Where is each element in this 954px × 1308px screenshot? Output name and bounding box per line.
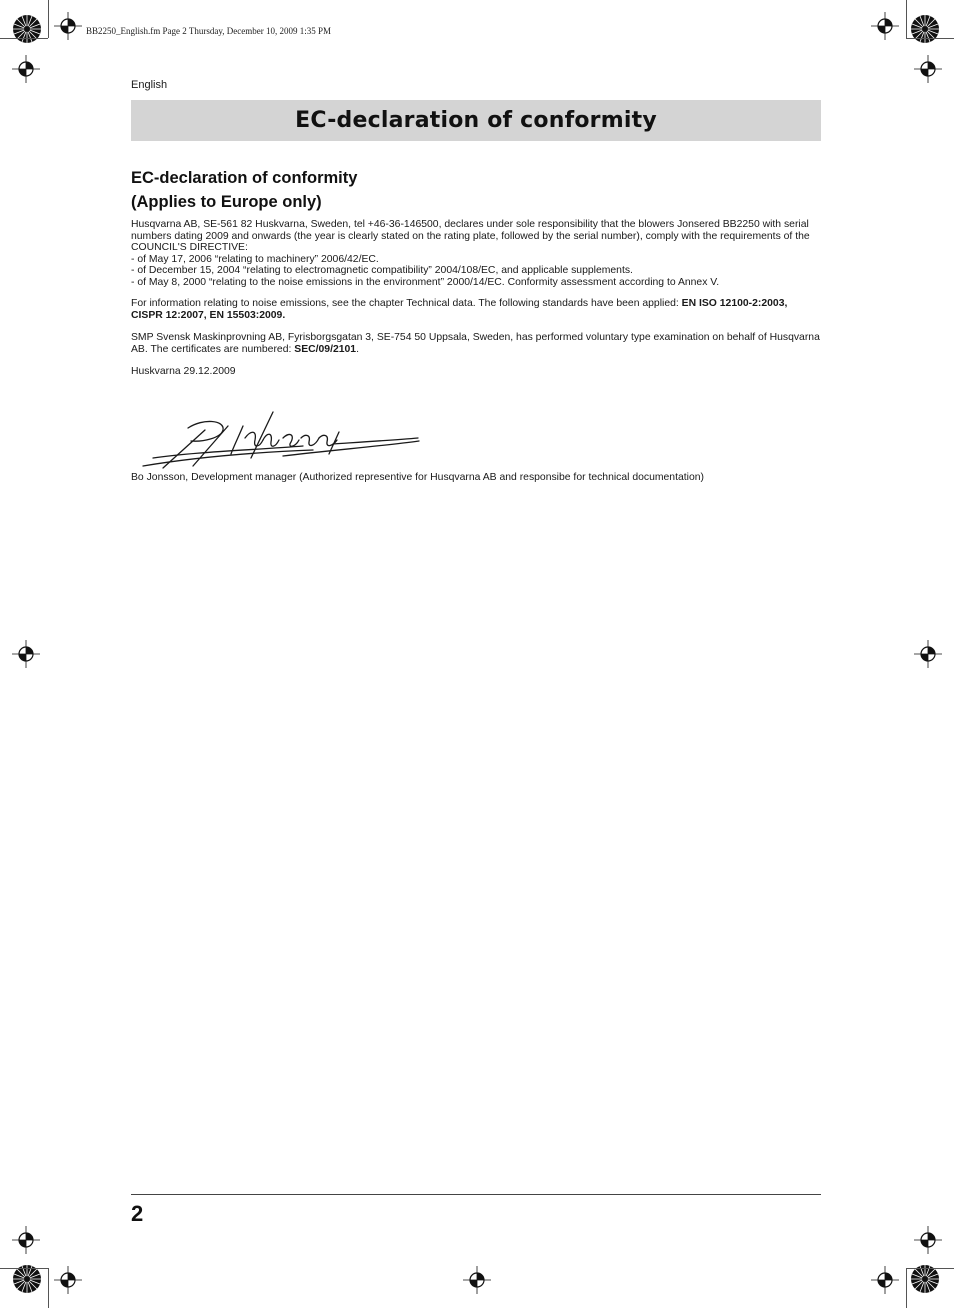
registration-crosshair-mark [463, 1266, 491, 1294]
registration-crosshair-mark [914, 55, 942, 83]
directive-item: - of May 17, 2006 “relating to machinery” 2006/42/EC. [131, 253, 379, 265]
section-heading: EC-declaration of conformity [131, 169, 358, 187]
directive-item: - of May 8, 2000 “relating to the noise emissions in the environment” 2000/14/EC. Conformity assessment according to Annex V. [131, 276, 720, 288]
declaration-body [131, 219, 821, 289]
directive-item: - of December 15, 2004 “relating to electromagnetic compatibility” 2004/108/EC, and applicable supplements. [131, 265, 633, 277]
registration-crosshair-mark [12, 1226, 40, 1254]
registration-crosshair-mark [871, 12, 899, 40]
trim-line [48, 0, 49, 38]
signatory-line: Bo Jonsson, Development manager (Authorized representive for Husqvarna AB and responsibe for technical documentation) [131, 472, 704, 483]
smp-end: . [356, 343, 359, 355]
trim-line [906, 1268, 954, 1269]
intro-paragraph: Husqvarna AB, SE-561 82 Huskvarna, Sweden, tel +46-36-146500, declares under sole responsibility that the blowers Jonsered BB2250 with serial numbers dating 2009 and onwards (the year is clearly stated on the rating plate, followed by the serial number), comply with the requirements of the COUNCIL'S DIRECTIVE: [131, 219, 810, 254]
corner-rosette-mark [12, 14, 42, 44]
registration-crosshair-mark [871, 1266, 899, 1294]
trim-line [48, 1268, 49, 1308]
section-subheading: (Applies to Europe only) [131, 193, 322, 211]
standards-list: EN ISO 12100-2:2003, CISPR 12:2007, EN 15503:2009. [131, 298, 788, 321]
noise-text: For information relating to noise emissions, see the chapter Technical data. The following standards have been applied: [131, 298, 682, 309]
language-label: English [131, 79, 168, 91]
trim-line [0, 1268, 48, 1269]
registration-crosshair-mark [12, 640, 40, 668]
registration-crosshair-mark [12, 55, 40, 83]
registration-crosshair-mark [54, 1266, 82, 1294]
trim-line [906, 1268, 907, 1308]
place-date: Huskvarna 29.12.2009 [131, 366, 236, 377]
smp-paragraph [131, 332, 821, 355]
page-number: 2 [131, 1201, 144, 1226]
file-info-line: BB2250_English.fm Page 2 Thursday, December 10, 2009 1:35 PM [86, 26, 331, 36]
handwritten-signature [133, 408, 423, 472]
noise-paragraph [131, 298, 821, 321]
certificate-number: SEC/09/2101 [294, 343, 357, 355]
smp-text: SMP Svensk Maskinprovning AB, Fyrisborgsgatan 3, SE-754 50 Uppsala, Sweden, has performed voluntary type examination on behalf of Husqvarna AB. The certificates are numbered: [131, 332, 820, 355]
trim-line [906, 38, 954, 39]
trim-line [906, 0, 907, 38]
registration-crosshair-mark [914, 1226, 942, 1254]
corner-rosette-mark [910, 14, 940, 44]
chapter-title: EC-declaration of conformity [295, 108, 657, 133]
footer-rule [131, 1194, 821, 1195]
trim-line [0, 38, 48, 39]
chapter-banner [131, 100, 821, 141]
registration-crosshair-mark [914, 640, 942, 668]
registration-crosshair-mark [54, 12, 82, 40]
